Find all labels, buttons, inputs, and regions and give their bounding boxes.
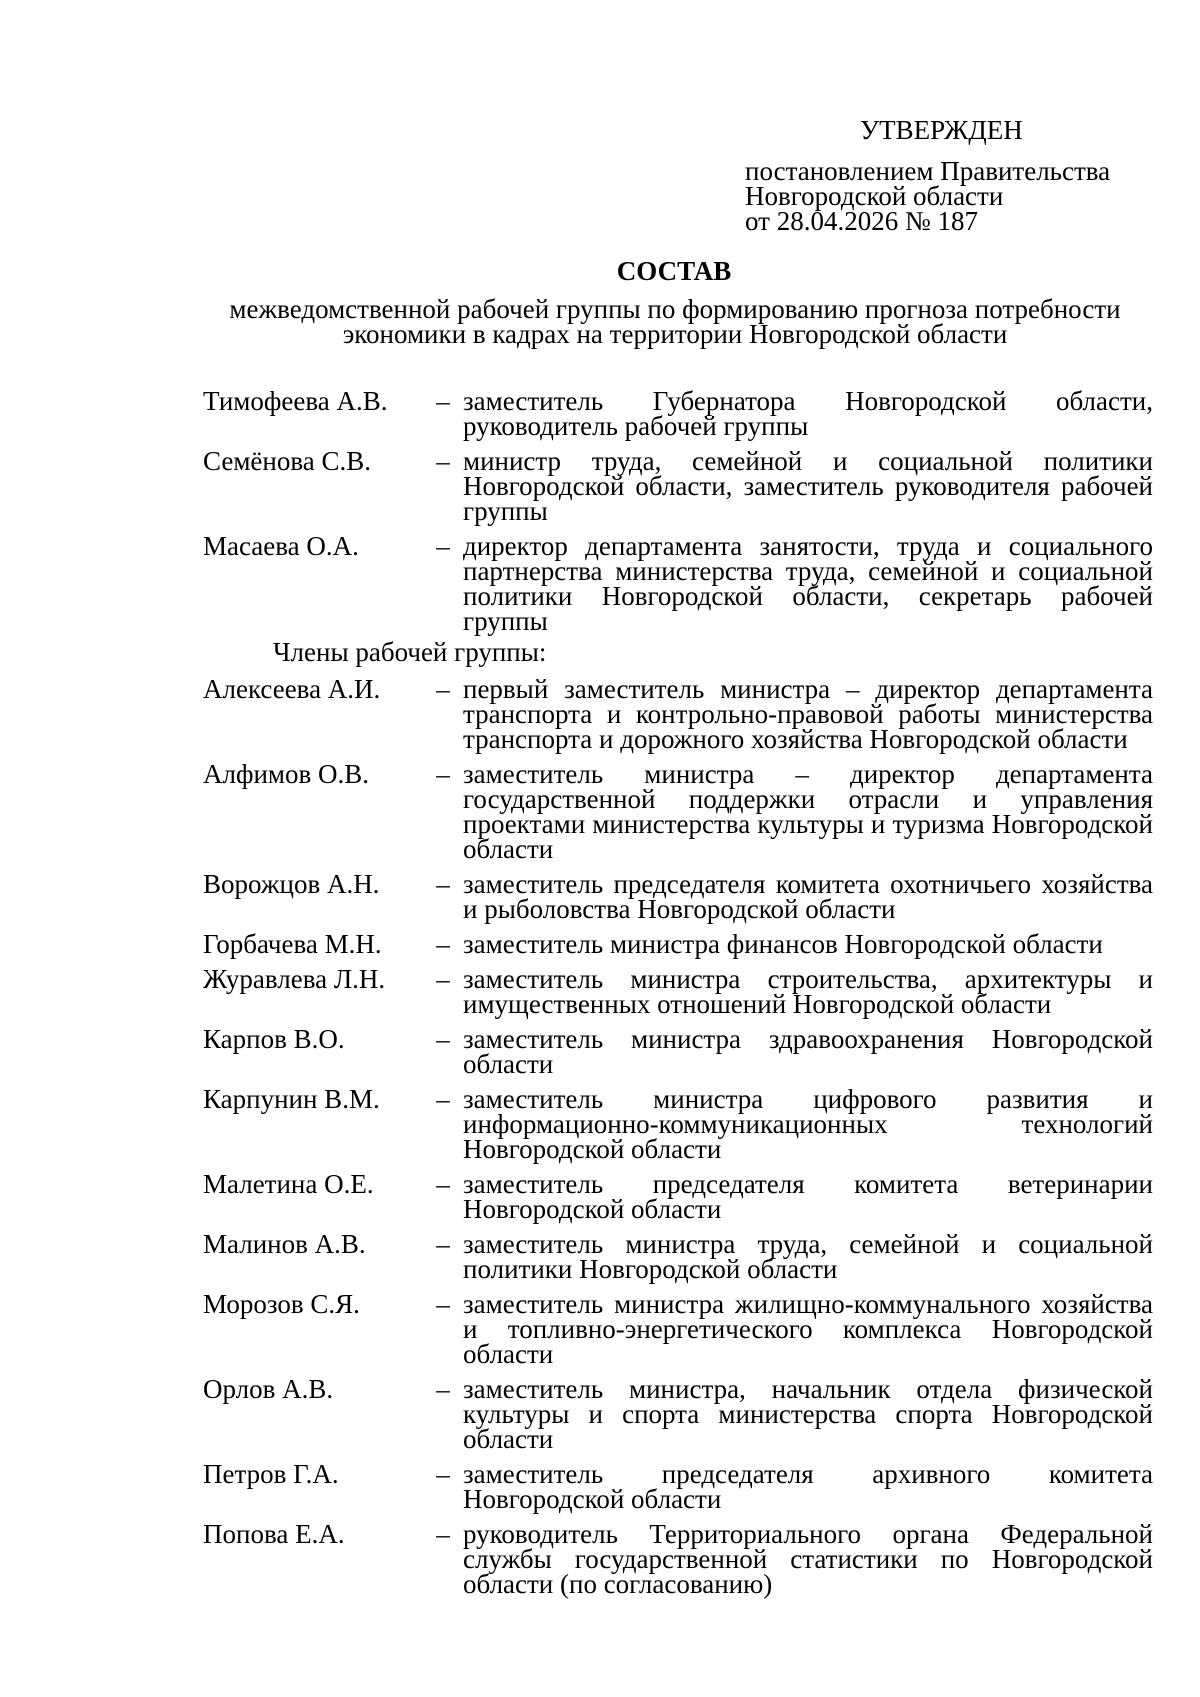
member-name: Морозов С.Я. <box>203 1289 360 1319</box>
member-name: Карпов В.О. <box>203 1024 345 1054</box>
member-name: Ворожцов А.Н. <box>203 869 380 899</box>
list-item <box>203 674 1153 754</box>
subtitle-line-1: межведомственной рабочей группы по формированию прогноза потребности <box>229 294 1121 324</box>
member-name: Малетина О.Е. <box>203 1169 374 1199</box>
dash-separator: – <box>436 1229 450 1259</box>
list-item <box>203 386 1153 441</box>
member-position: заместитель министра финансов Новгородской области <box>463 929 1103 959</box>
member-name: Орлов А.В. <box>203 1374 334 1404</box>
member-name: Малинов А.В. <box>203 1229 366 1259</box>
approval-line-2: Новгородской области <box>745 181 1004 211</box>
approval-line-3: от 28.04.2026 № 187 <box>745 206 978 236</box>
subtitle-line-2: экономики в кадрах на территории Новгородской области <box>342 319 1008 349</box>
list-item <box>203 929 1153 959</box>
member-name: Петров Г.А. <box>203 1459 339 1489</box>
approval-stamp <box>745 115 1165 236</box>
dash-separator: – <box>436 759 450 789</box>
dash-separator: – <box>436 446 450 476</box>
member-position: заместитель министра труда, семейной и социальной политики Новгородской области <box>463 1229 1153 1284</box>
member-name: Горбачева М.Н. <box>203 929 382 959</box>
leaders-list <box>203 386 1153 636</box>
members-heading: Члены рабочей группы: <box>273 637 547 667</box>
list-item <box>203 531 1153 636</box>
list-item <box>203 1459 1153 1514</box>
member-position: руководитель Территориального органа Федеральной службы государственной статистики по Новгородской области (по согласованию) <box>463 1519 1153 1599</box>
member-position: заместитель министра строительства, архитектуры и имущественных отношений Новгородской области <box>463 964 1153 1019</box>
member-name: Попова Е.А. <box>203 1519 345 1549</box>
dash-separator: – <box>436 869 450 899</box>
dash-separator: – <box>436 674 450 704</box>
dash-separator: – <box>436 1024 450 1054</box>
member-position: заместитель министра, начальник отдела физической культуры и спорта министерства спорта Новгородской области <box>463 1374 1153 1454</box>
member-name: Алексеева А.И. <box>203 674 381 704</box>
document-title: СОСТАВ <box>616 256 732 286</box>
dash-separator: – <box>436 929 450 959</box>
member-position: заместитель председателя комитета ветеринарии Новгородской области <box>463 1169 1153 1224</box>
member-name: Алфимов О.В. <box>203 759 370 789</box>
dash-separator: – <box>436 531 450 561</box>
member-name: Семёнова С.В. <box>203 446 371 476</box>
list-item <box>203 446 1153 526</box>
dash-separator: – <box>436 964 450 994</box>
dash-separator: – <box>436 1289 450 1319</box>
members-list <box>203 674 1153 1599</box>
member-position: министр труда, семейной и социальной политики Новгородской области, заместитель руководителя рабочей группы <box>463 446 1153 526</box>
approval-line-1: постановлением Правительства <box>745 156 1111 186</box>
member-name: Карпунин В.М. <box>203 1084 380 1114</box>
dash-separator: – <box>436 1374 450 1404</box>
member-name: Журавлева Л.Н. <box>203 964 386 994</box>
list-item <box>203 1519 1153 1599</box>
dash-separator: – <box>436 1519 450 1549</box>
list-item <box>203 1289 1153 1369</box>
member-position: директор департамента занятости, труда и социального партнерства министерства труда, семейной и социальной политики Новгородской области, секретарь рабочей группы <box>463 531 1153 636</box>
list-item <box>203 1229 1153 1284</box>
member-position: заместитель Губернатора Новгородской области, руководитель рабочей группы <box>463 386 1153 441</box>
dash-separator: – <box>436 1459 450 1489</box>
approved-label: УТВЕРЖДЕН <box>860 115 1023 145</box>
composition-list <box>203 386 1153 1607</box>
list-item <box>203 869 1153 924</box>
member-position: заместитель министра – директор департамента государственной поддержки отрасли и управления проектами министерства культуры и туризма Новгородской области <box>463 759 1153 864</box>
member-position: заместитель председателя архивного комитета Новгородской области <box>463 1459 1153 1514</box>
member-name: Масаева О.А. <box>203 531 359 561</box>
document-subtitle <box>140 294 1200 349</box>
list-item <box>203 1374 1153 1454</box>
dash-separator: – <box>436 1169 450 1199</box>
member-position: заместитель председателя комитета охотничьего хозяйства и рыболовства Новгородской области <box>463 869 1153 924</box>
dash-separator: – <box>436 386 450 416</box>
list-item <box>203 759 1153 864</box>
member-name: Тимофеева А.В. <box>203 386 388 416</box>
list-item <box>203 1024 1153 1079</box>
dash-separator: – <box>436 1084 450 1114</box>
member-position: первый заместитель министра – директор департамента транспорта и контрольно-правовой работы министерства транспорта и дорожного хозяйства Новгородской области <box>463 674 1153 754</box>
member-position: заместитель министра здравоохранения Новгородской области <box>463 1024 1153 1079</box>
member-position: заместитель министра жилищно-коммунального хозяйства и топливно-энергетического комплекса Новгородской области <box>463 1289 1153 1369</box>
member-position: заместитель министра цифрового развития и информационно-коммуникационных технологий Новгородской области <box>463 1084 1153 1164</box>
list-item <box>203 964 1153 1019</box>
list-item <box>203 1084 1153 1164</box>
list-item <box>203 1169 1153 1224</box>
